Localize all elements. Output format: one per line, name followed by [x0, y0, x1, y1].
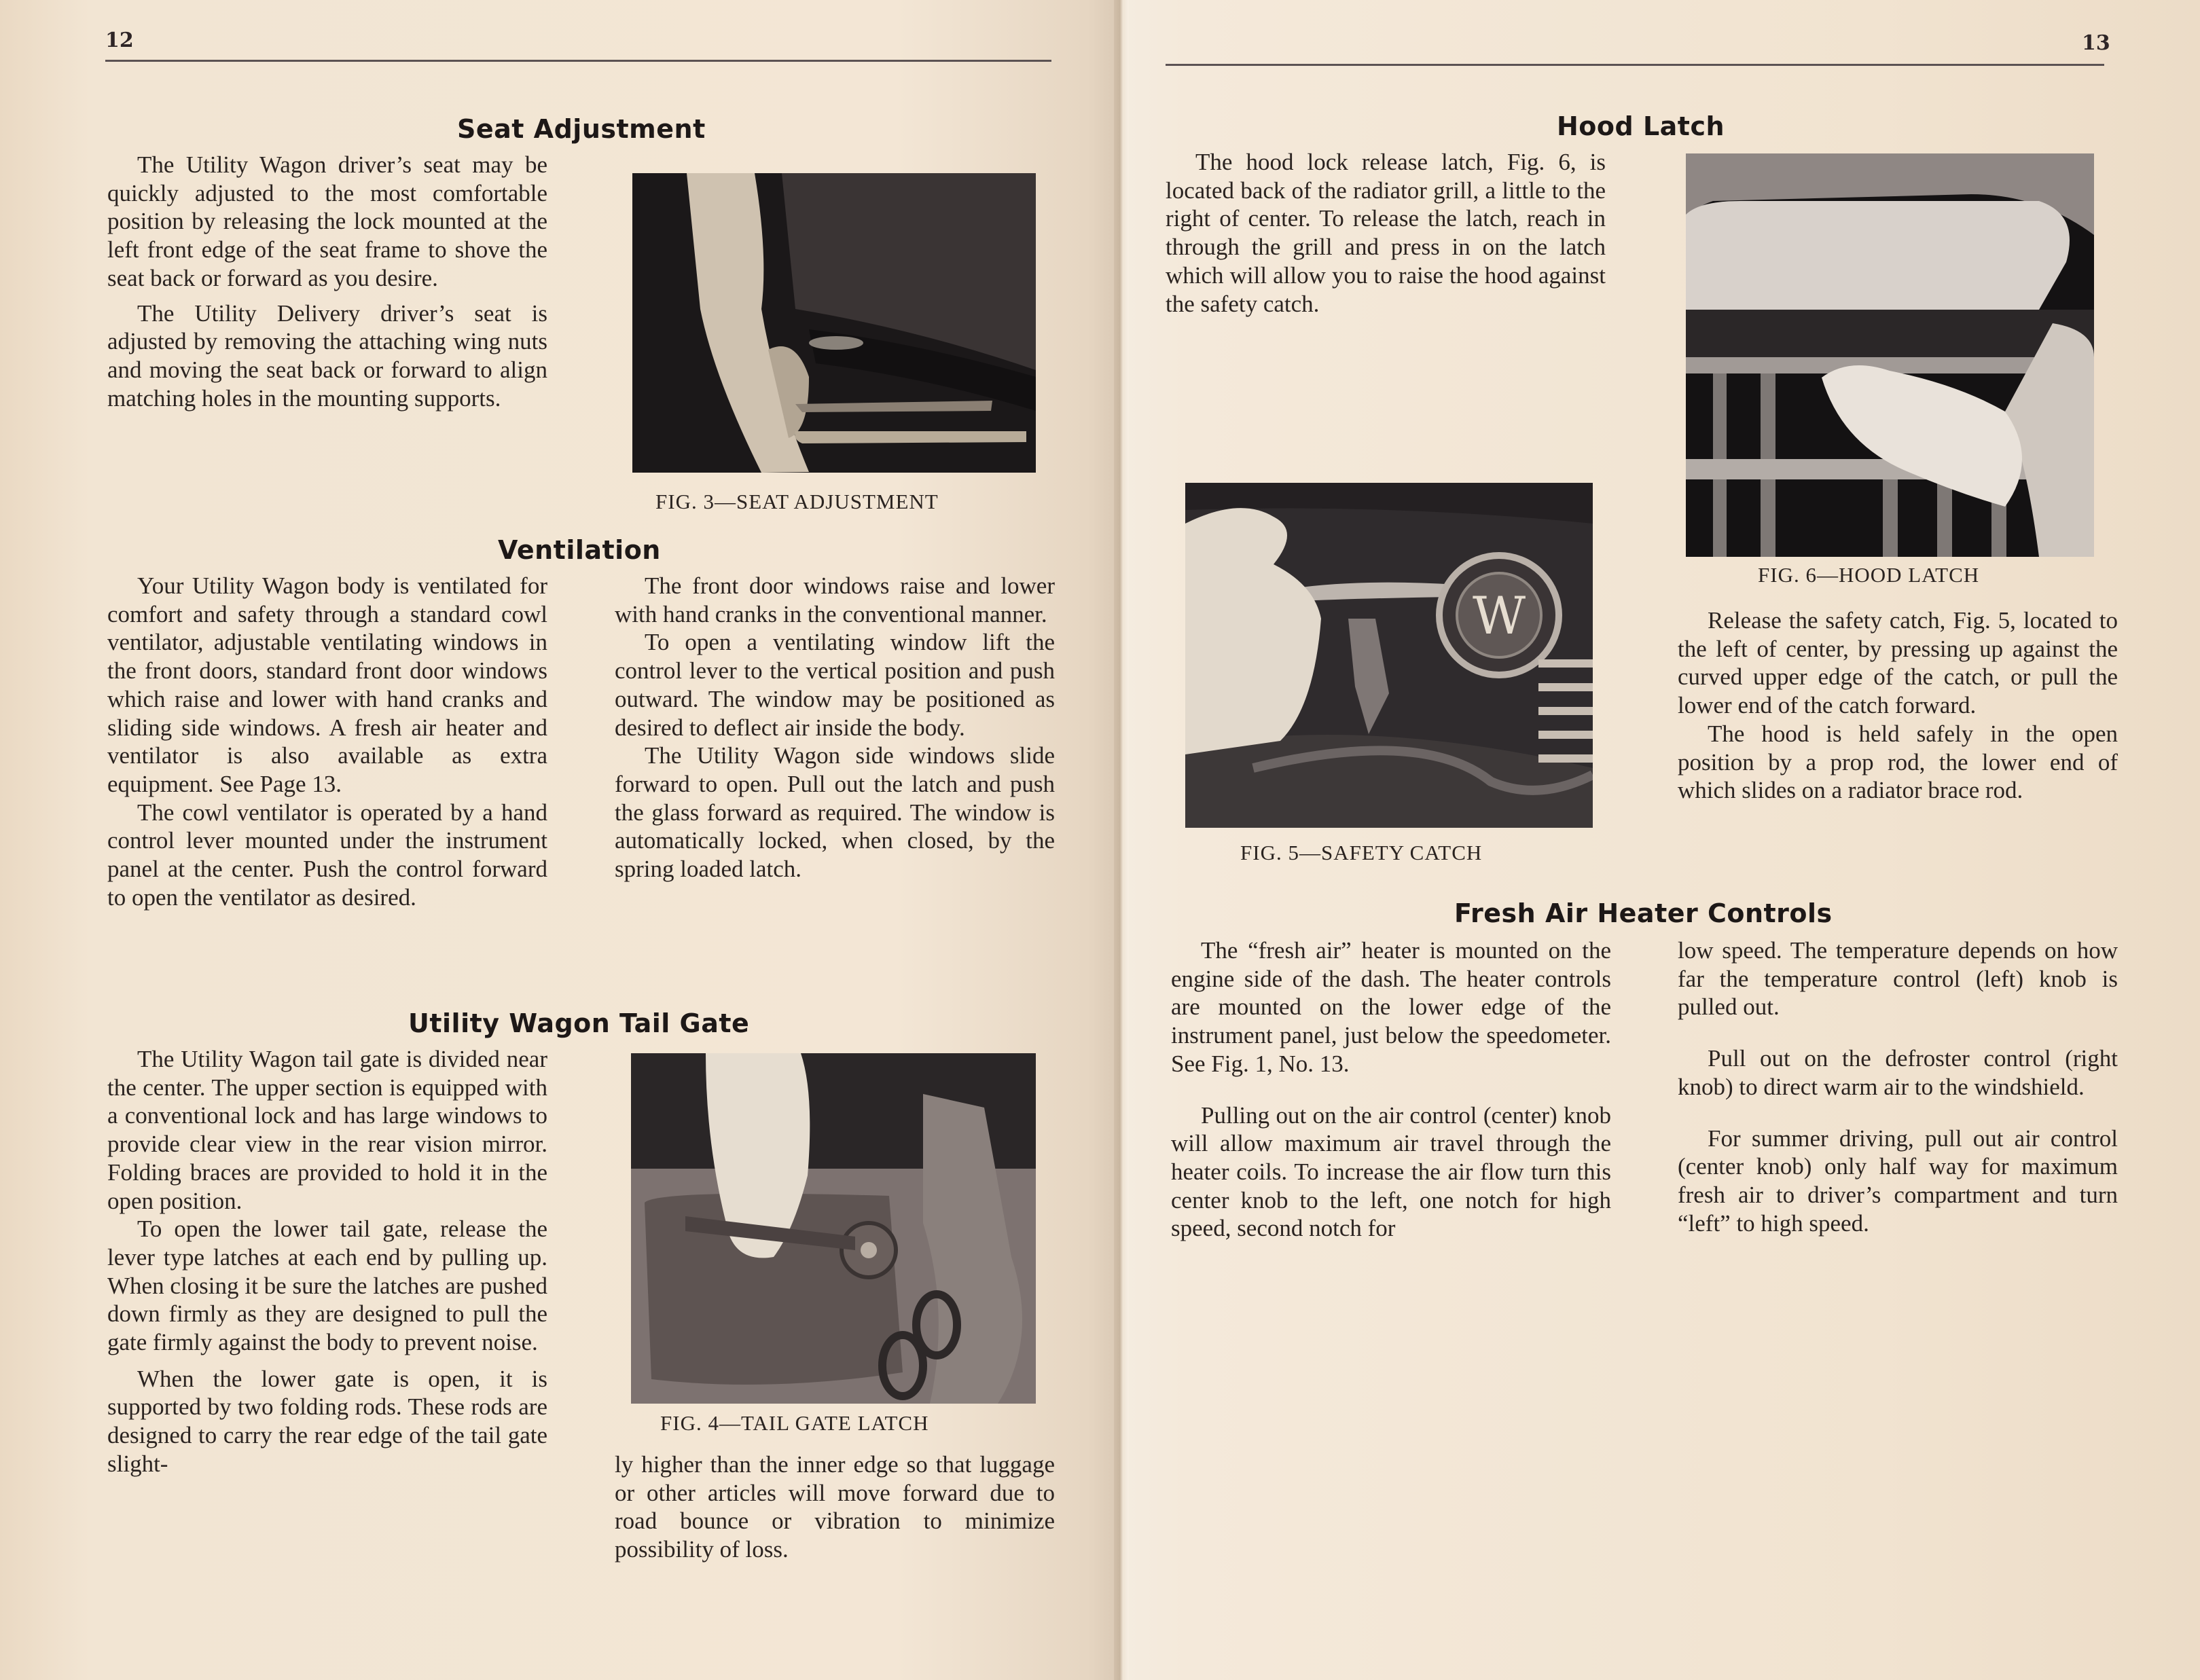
paragraph: The Utility Delivery driver’s seat is adjusted by removing the attaching wing nuts and moving the seat back or forward to align matching holes in the mounting supports.: [107, 299, 547, 412]
header-rule-left: [105, 60, 1051, 62]
heading-fresh-air-heater: Fresh Air Heater Controls: [1454, 898, 1833, 928]
page-number-right: 13: [2082, 31, 2110, 55]
paragraph: For summer driving, pull out air control (center knob) only half way for maximum fresh air to driver’s compartment and turn “left” to high speed.: [1678, 1125, 2118, 1237]
paragraph: The Utility Wagon tail gate is divided near the center. The upper section is equipped with a conventional lock and has large windows to provide clear view in the rear vision mirror. Folding braces are provided to hold it in the open position.: [107, 1046, 547, 1214]
ventilation-column-2: [615, 572, 1055, 883]
figure-4-caption: FIG. 4—TAIL GATE LATCH: [660, 1411, 929, 1435]
paragraph: Your Utility Wagon body is ventilated for comfort and safety through a standard cowl ventilator, adjustable ventilating windows in the front doors, standard front door windows which raise and lower with hand cranks and sliding side windows. A fresh air heater and ventilator is also available as extra equipment. See Page 13.: [107, 572, 547, 797]
heater-column-2: [1678, 936, 2118, 1237]
paragraph: Pulling out on the air control (center) knob will allow maximum air travel through the heater coils. To increase the air flow turn this center knob to the left, one notch for high speed, second notch for: [1171, 1101, 1611, 1242]
paragraph: The hood lock release latch, Fig. 6, is located back of the radiator grill, a little to the right of center. To release the latch, reach in through the grill and press in on the latch which will allow you to raise the hood against the safety catch.: [1166, 149, 1606, 317]
hood-latch-photo-illustration: [1686, 153, 2094, 557]
figure-5-safety-catch-photo: [1185, 483, 1593, 828]
paragraph: Pull out on the defroster control (right knob) to direct warm air to the windshield.: [1678, 1045, 2118, 1100]
figure-3-seat-adjustment-photo: [632, 173, 1036, 473]
tail-gate-column-2: [615, 1450, 1055, 1564]
paragraph: The hood is held safely in the open position by a prop rod, the lower end of which slides on a radiator brace rod.: [1678, 720, 2118, 804]
paragraph: The cowl ventilator is operated by a hand control lever mounted under the instrument panel at the center. Push the control forward to open the ventilator as desired.: [107, 799, 547, 911]
seat-photo-illustration: [632, 173, 1036, 473]
figure-6-caption: FIG. 6—HOOD LATCH: [1758, 563, 1980, 587]
paragraph: ly higher than the inner edge so that luggage or other articles will move forward due to road bounce or vibration to minimize possibility of loss.: [615, 1451, 1055, 1563]
paragraph: The “fresh air” heater is mounted on the engine side of the dash. The heater controls are mounted on the lower edge of the instrument panel, just below the speedometer. See Fig. 1, No. 13.: [1171, 937, 1611, 1077]
paragraph: When the lower gate is open, it is supported by two folding rods. These rods are designed to carry the rear edge of the tail gate slight-: [107, 1365, 547, 1477]
safety-catch-photo-illustration: [1185, 483, 1593, 828]
heading-tail-gate: Utility Wagon Tail Gate: [408, 1008, 750, 1038]
paragraph: To open the lower tail gate, release the lever type latches at each end by pulling up. When closing it be sure the latches are pushed down firmly as they are designed to pull the gate firmly against the body to prevent noise.: [107, 1216, 547, 1356]
heading-seat-adjustment: Seat Adjustment: [457, 114, 706, 144]
ventilation-column-1: [107, 572, 547, 911]
heading-ventilation: Ventilation: [498, 535, 661, 565]
figure-6-hood-latch-photo: [1686, 153, 2094, 557]
safety-catch-text: [1678, 606, 2118, 805]
paragraph: Release the safety catch, Fig. 5, located to the left of center, by pressing up against the curved upper edge of the catch, or pull the lower end of the catch forward.: [1678, 607, 2118, 719]
page-number-left: 12: [105, 29, 134, 52]
heater-column-1: [1171, 936, 1611, 1243]
figure-4-tail-gate-latch-photo: [631, 1053, 1036, 1404]
tail-gate-column-1: [107, 1045, 547, 1478]
figure-3-caption: FIG. 3—SEAT ADJUSTMENT: [655, 490, 939, 513]
paragraph: low speed. The temperature depends on how far the temperature control (left) knob is pulled out.: [1678, 937, 2118, 1021]
book-gutter: [1114, 0, 1129, 1680]
heading-hood-latch: Hood Latch: [1557, 111, 1725, 141]
figure-5-caption: FIG. 5—SAFETY CATCH: [1240, 841, 1483, 864]
hood-latch-text: [1166, 148, 1606, 318]
emblem-letter: W: [1472, 585, 1526, 646]
paragraph: The Utility Wagon side windows slide forward to open. Pull out the latch and push the glass forward as required. The window is automatically locked, when closed, by the spring loaded latch.: [615, 742, 1055, 883]
tail-gate-photo-illustration: [631, 1053, 1036, 1404]
paragraph: The front door windows raise and lower with hand cranks in the conventional manner.: [615, 572, 1055, 627]
paragraph: To open a ventilating window lift the control lever to the vertical position and push outward. The window may be positioned as desired to deflect air inside the body.: [615, 629, 1055, 741]
paragraph: The Utility Wagon driver’s seat may be quickly adjusted to the most comfortable position by releasing the lock mounted at the left front edge of the seat frame to shove the seat back or forward as you desire.: [107, 151, 547, 291]
header-rule-right: [1166, 64, 2104, 66]
seat-adjustment-text: [107, 151, 547, 412]
